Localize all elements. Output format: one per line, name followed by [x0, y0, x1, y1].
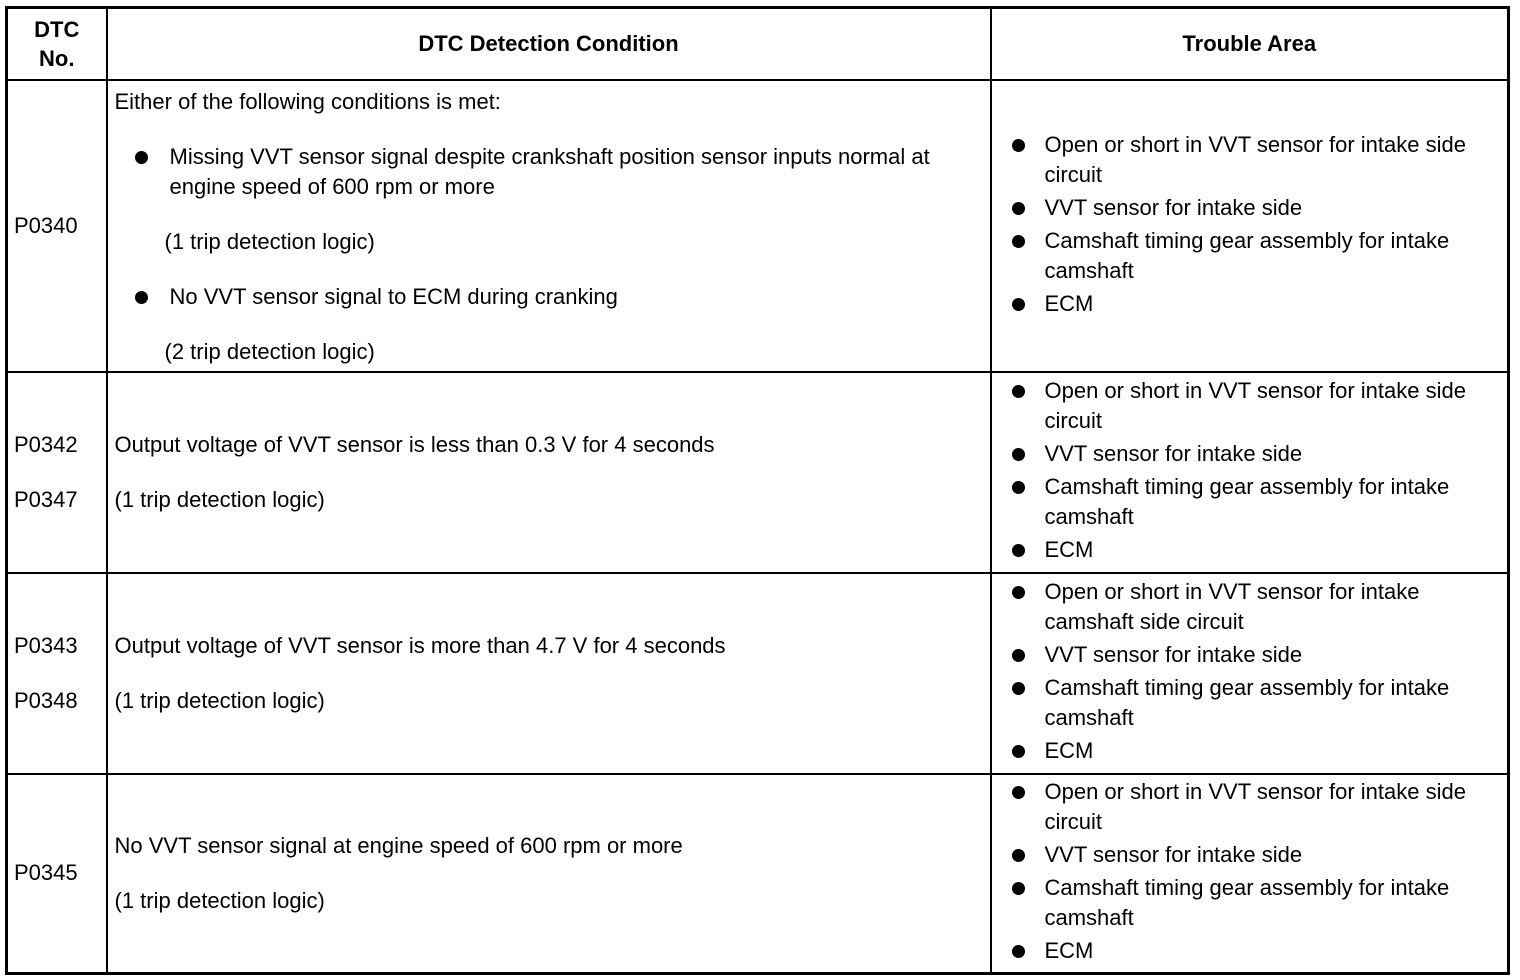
list-item: Camshaft timing gear assembly for intake camshaft — [992, 226, 1508, 286]
table-row — [7, 80, 1509, 372]
bullet-icon — [1012, 139, 1025, 152]
condition-cell — [107, 573, 991, 774]
table-row — [7, 372, 1509, 573]
dtc-code: P0345 — [14, 860, 78, 886]
dtc-code: P0342 — [14, 431, 78, 457]
list-item: ECM — [992, 289, 1508, 319]
bullet-icon — [1012, 385, 1025, 398]
dtc-code-cell — [7, 774, 107, 974]
trouble-area-list — [992, 777, 1508, 966]
dtc-code-cell — [7, 372, 107, 573]
bullet-icon — [1012, 682, 1025, 695]
table-header-row — [7, 8, 1509, 80]
detection-logic: (2 trip detection logic) — [164, 338, 375, 364]
list-item: Open or short in VVT sensor for intake side circuit — [992, 130, 1508, 190]
list-item: ECM — [992, 736, 1508, 766]
table-row — [7, 774, 1509, 974]
dtc-code-cell — [7, 573, 107, 774]
trouble-area-cell — [991, 80, 1509, 372]
table-row — [7, 573, 1509, 774]
list-item: Camshaft timing gear assembly for intake camshaft — [992, 673, 1508, 733]
list-item: VVT sensor for intake side — [992, 439, 1508, 469]
bullet-icon — [1012, 298, 1025, 311]
dtc-code: P0340 — [14, 212, 78, 238]
dtc-table — [5, 6, 1510, 975]
dtc-code: P0343 — [14, 632, 78, 658]
header-trouble-area: Trouble Area — [991, 8, 1509, 80]
dtc-code: P0348 — [14, 687, 78, 713]
bullet-icon — [1012, 649, 1025, 662]
bullet-icon — [1012, 882, 1025, 895]
detection-logic: (1 trip detection logic) — [164, 228, 375, 254]
trouble-area-list — [992, 577, 1508, 766]
condition-cell — [107, 774, 991, 974]
condition-text: Output voltage of VVT sensor is more than 4.7 V for 4 seconds — [114, 632, 726, 658]
bullet-icon — [1012, 745, 1025, 758]
bullet-icon — [135, 291, 148, 304]
condition-bullet: No VVT sensor signal to ECM during cranking — [115, 282, 990, 312]
detection-logic: (1 trip detection logic) — [114, 687, 325, 713]
header-dtc-no: DTC No. — [7, 8, 107, 80]
bullet-icon — [1012, 481, 1025, 494]
bullet-icon — [1012, 202, 1025, 215]
list-item: Open or short in VVT sensor for intake side circuit — [992, 777, 1508, 837]
list-item: Camshaft timing gear assembly for intake camshaft — [992, 873, 1508, 933]
list-item: Camshaft timing gear assembly for intake camshaft — [992, 472, 1508, 532]
bullet-icon — [1012, 849, 1025, 862]
trouble-area-cell — [991, 372, 1509, 573]
list-item: VVT sensor for intake side — [992, 640, 1508, 670]
list-item: ECM — [992, 535, 1508, 565]
trouble-area-cell — [991, 573, 1509, 774]
bullet-icon — [135, 151, 148, 164]
bullet-icon — [1012, 235, 1025, 248]
bullet-icon — [1012, 586, 1025, 599]
dtc-code: P0347 — [14, 486, 78, 512]
list-item: Open or short in VVT sensor for intake camshaft side circuit — [992, 577, 1508, 637]
detection-logic: (1 trip detection logic) — [114, 486, 325, 512]
bullet-icon — [1012, 786, 1025, 799]
bullet-icon — [1012, 448, 1025, 461]
condition-cell — [107, 372, 991, 573]
list-item: VVT sensor for intake side — [992, 840, 1508, 870]
trouble-area-list — [992, 130, 1508, 319]
condition-cell — [107, 80, 991, 372]
condition-text: Output voltage of VVT sensor is less than 0.3 V for 4 seconds — [114, 431, 715, 457]
dtc-code-cell — [7, 80, 107, 372]
condition-bullet: Missing VVT sensor signal despite crankshaft position sensor inputs normal at engine speed of 600 rpm or more — [115, 142, 990, 202]
bullet-icon — [1012, 945, 1025, 958]
bullet-icon — [1012, 544, 1025, 557]
list-item: ECM — [992, 936, 1508, 966]
condition-intro: Either of the following conditions is met: — [114, 88, 501, 114]
trouble-area-cell — [991, 774, 1509, 974]
trouble-area-list — [992, 376, 1508, 565]
detection-logic: (1 trip detection logic) — [114, 887, 325, 913]
header-detection-condition: DTC Detection Condition — [107, 8, 991, 80]
list-item: Open or short in VVT sensor for intake side circuit — [992, 376, 1508, 436]
list-item: VVT sensor for intake side — [992, 193, 1508, 223]
condition-text: No VVT sensor signal at engine speed of 600 rpm or more — [114, 832, 683, 858]
